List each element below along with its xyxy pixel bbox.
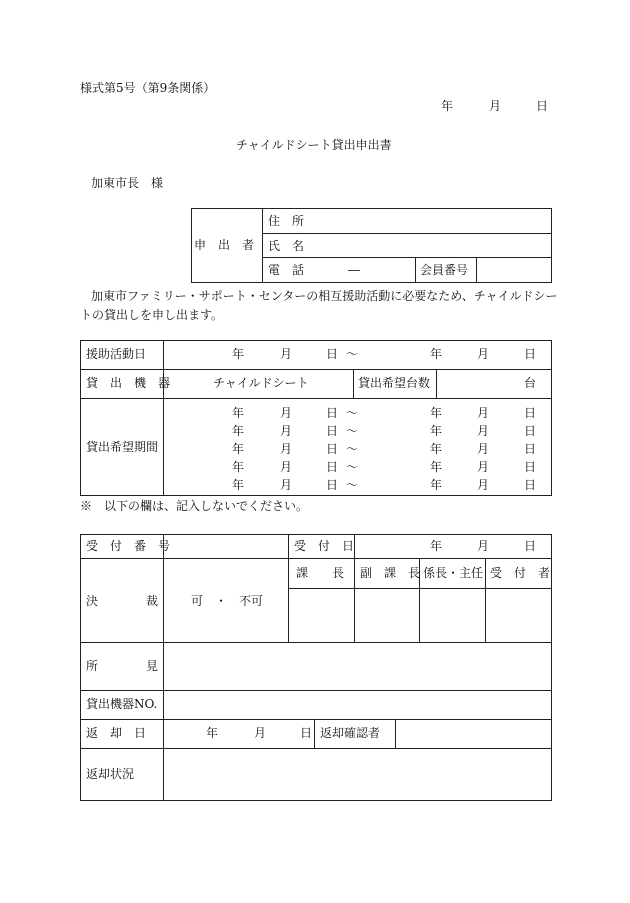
return-month: 月 — [254, 726, 267, 740]
return-confirmer-label: 返却確認者 — [320, 726, 381, 740]
decision-value: 可 ・ 不可 — [191, 594, 264, 608]
period-row-1-month2: 月 — [477, 406, 490, 420]
period-row-5-month1: 月 — [280, 478, 293, 492]
count-label: 貸出希望台数 — [358, 376, 431, 390]
period-row-2-year1: 年 — [232, 424, 245, 438]
activity-month2: 月 — [477, 347, 490, 361]
period-row-4-year1: 年 — [232, 460, 245, 474]
period-row-5-tilde: ～ — [346, 478, 359, 492]
period-row-2-year2: 年 — [430, 424, 443, 438]
receipt-date-label: 受 付 日 — [294, 539, 355, 553]
period-row-5-month2: 月 — [477, 478, 490, 492]
opinion-label: 所 見 — [86, 659, 159, 673]
deputy-chief-label: 副 課 長 — [360, 566, 421, 580]
name-label: 氏 名 — [268, 239, 305, 253]
period-row-5-day2: 日 — [524, 478, 537, 492]
phone-label: 電 話 — [268, 263, 305, 277]
period-row-2-day1: 日 — [326, 424, 339, 438]
decision-label: 決 裁 — [86, 594, 159, 608]
receipt-year: 年 — [430, 539, 443, 553]
period-row-1-day2: 日 — [524, 406, 537, 420]
period-row-5-year1: 年 — [232, 478, 245, 492]
body-text-line1: 加東市ファミリー・サポート・センターの相互援助活動に必要なため、チャイルドシー — [91, 289, 558, 303]
chief-label: 課 長 — [296, 566, 345, 580]
activity-day1: 日 — [326, 347, 339, 361]
header-day: 日 — [536, 99, 549, 113]
period-row-4-day1: 日 — [326, 460, 339, 474]
period-label: 貸出希望期間 — [86, 440, 159, 454]
period-row-1-year1: 年 — [232, 406, 245, 420]
period-row-5-day1: 日 — [326, 478, 339, 492]
receipt-month: 月 — [477, 539, 490, 553]
period-row-2-day2: 日 — [524, 424, 537, 438]
period-row-4-year2: 年 — [430, 460, 443, 474]
return-date-label: 返 却 日 — [86, 726, 147, 740]
return-year: 年 — [206, 726, 219, 740]
count-unit: 台 — [524, 376, 537, 390]
return-day: 日 — [300, 726, 313, 740]
period-row-4-month2: 月 — [477, 460, 490, 474]
note-text: ※ 以下の欄は、記入しないでください。 — [80, 499, 309, 513]
period-row-4-tilde: ～ — [346, 460, 359, 474]
activity-date-label: 援助活動日 — [86, 347, 147, 361]
address-label: 住 所 — [268, 214, 305, 228]
header-year: 年 — [441, 99, 454, 113]
period-row-1-year2: 年 — [430, 406, 443, 420]
header-month: 月 — [489, 99, 502, 113]
period-row-1-tilde: ～ — [346, 406, 359, 420]
activity-year2: 年 — [430, 347, 443, 361]
activity-day2: 日 — [524, 347, 537, 361]
activity-tilde: ～ — [346, 347, 359, 361]
period-row-4-day2: 日 — [524, 460, 537, 474]
receipt-number-label: 受 付 番 号 — [86, 539, 171, 553]
phone-dash: ― — [348, 263, 360, 277]
period-row-3-day1: 日 — [326, 442, 339, 456]
receiver-label: 受 付 者 — [490, 566, 551, 580]
period-row-4-month1: 月 — [280, 460, 293, 474]
equipment-number-label: 貸出機器NO. — [86, 697, 158, 711]
applicant-label: 申 出 者 — [194, 238, 255, 252]
body-text-line2: トの貸出しを申し出ます。 — [80, 308, 224, 322]
period-row-2-month2: 月 — [477, 424, 490, 438]
equipment-label: 貸 出 機 器 — [86, 376, 171, 390]
period-row-5-year2: 年 — [430, 478, 443, 492]
period-row-3-year1: 年 — [232, 442, 245, 456]
period-row-2-month1: 月 — [280, 424, 293, 438]
period-row-1-day1: 日 — [326, 406, 339, 420]
period-row-3-day2: 日 — [524, 442, 537, 456]
period-row-2-tilde: ～ — [346, 424, 359, 438]
equipment-value: チャイルドシート — [213, 376, 309, 390]
addressee: 加東市長 様 — [91, 176, 164, 190]
form-number: 様式第5号（第9条関係） — [80, 81, 216, 95]
period-row-3-month2: 月 — [477, 442, 490, 456]
activity-year1: 年 — [232, 347, 245, 361]
period-row-3-month1: 月 — [280, 442, 293, 456]
return-status-label: 返却状況 — [86, 767, 135, 781]
activity-month1: 月 — [280, 347, 293, 361]
period-row-1-month1: 月 — [280, 406, 293, 420]
period-row-3-tilde: ～ — [346, 442, 359, 456]
page-title: チャイルドシート貸出申出書 — [236, 138, 392, 152]
period-row-3-year2: 年 — [430, 442, 443, 456]
section-head-label: 係長・主任 — [423, 566, 484, 580]
member-number-label: 会員番号 — [420, 263, 469, 277]
receipt-day: 日 — [524, 539, 537, 553]
